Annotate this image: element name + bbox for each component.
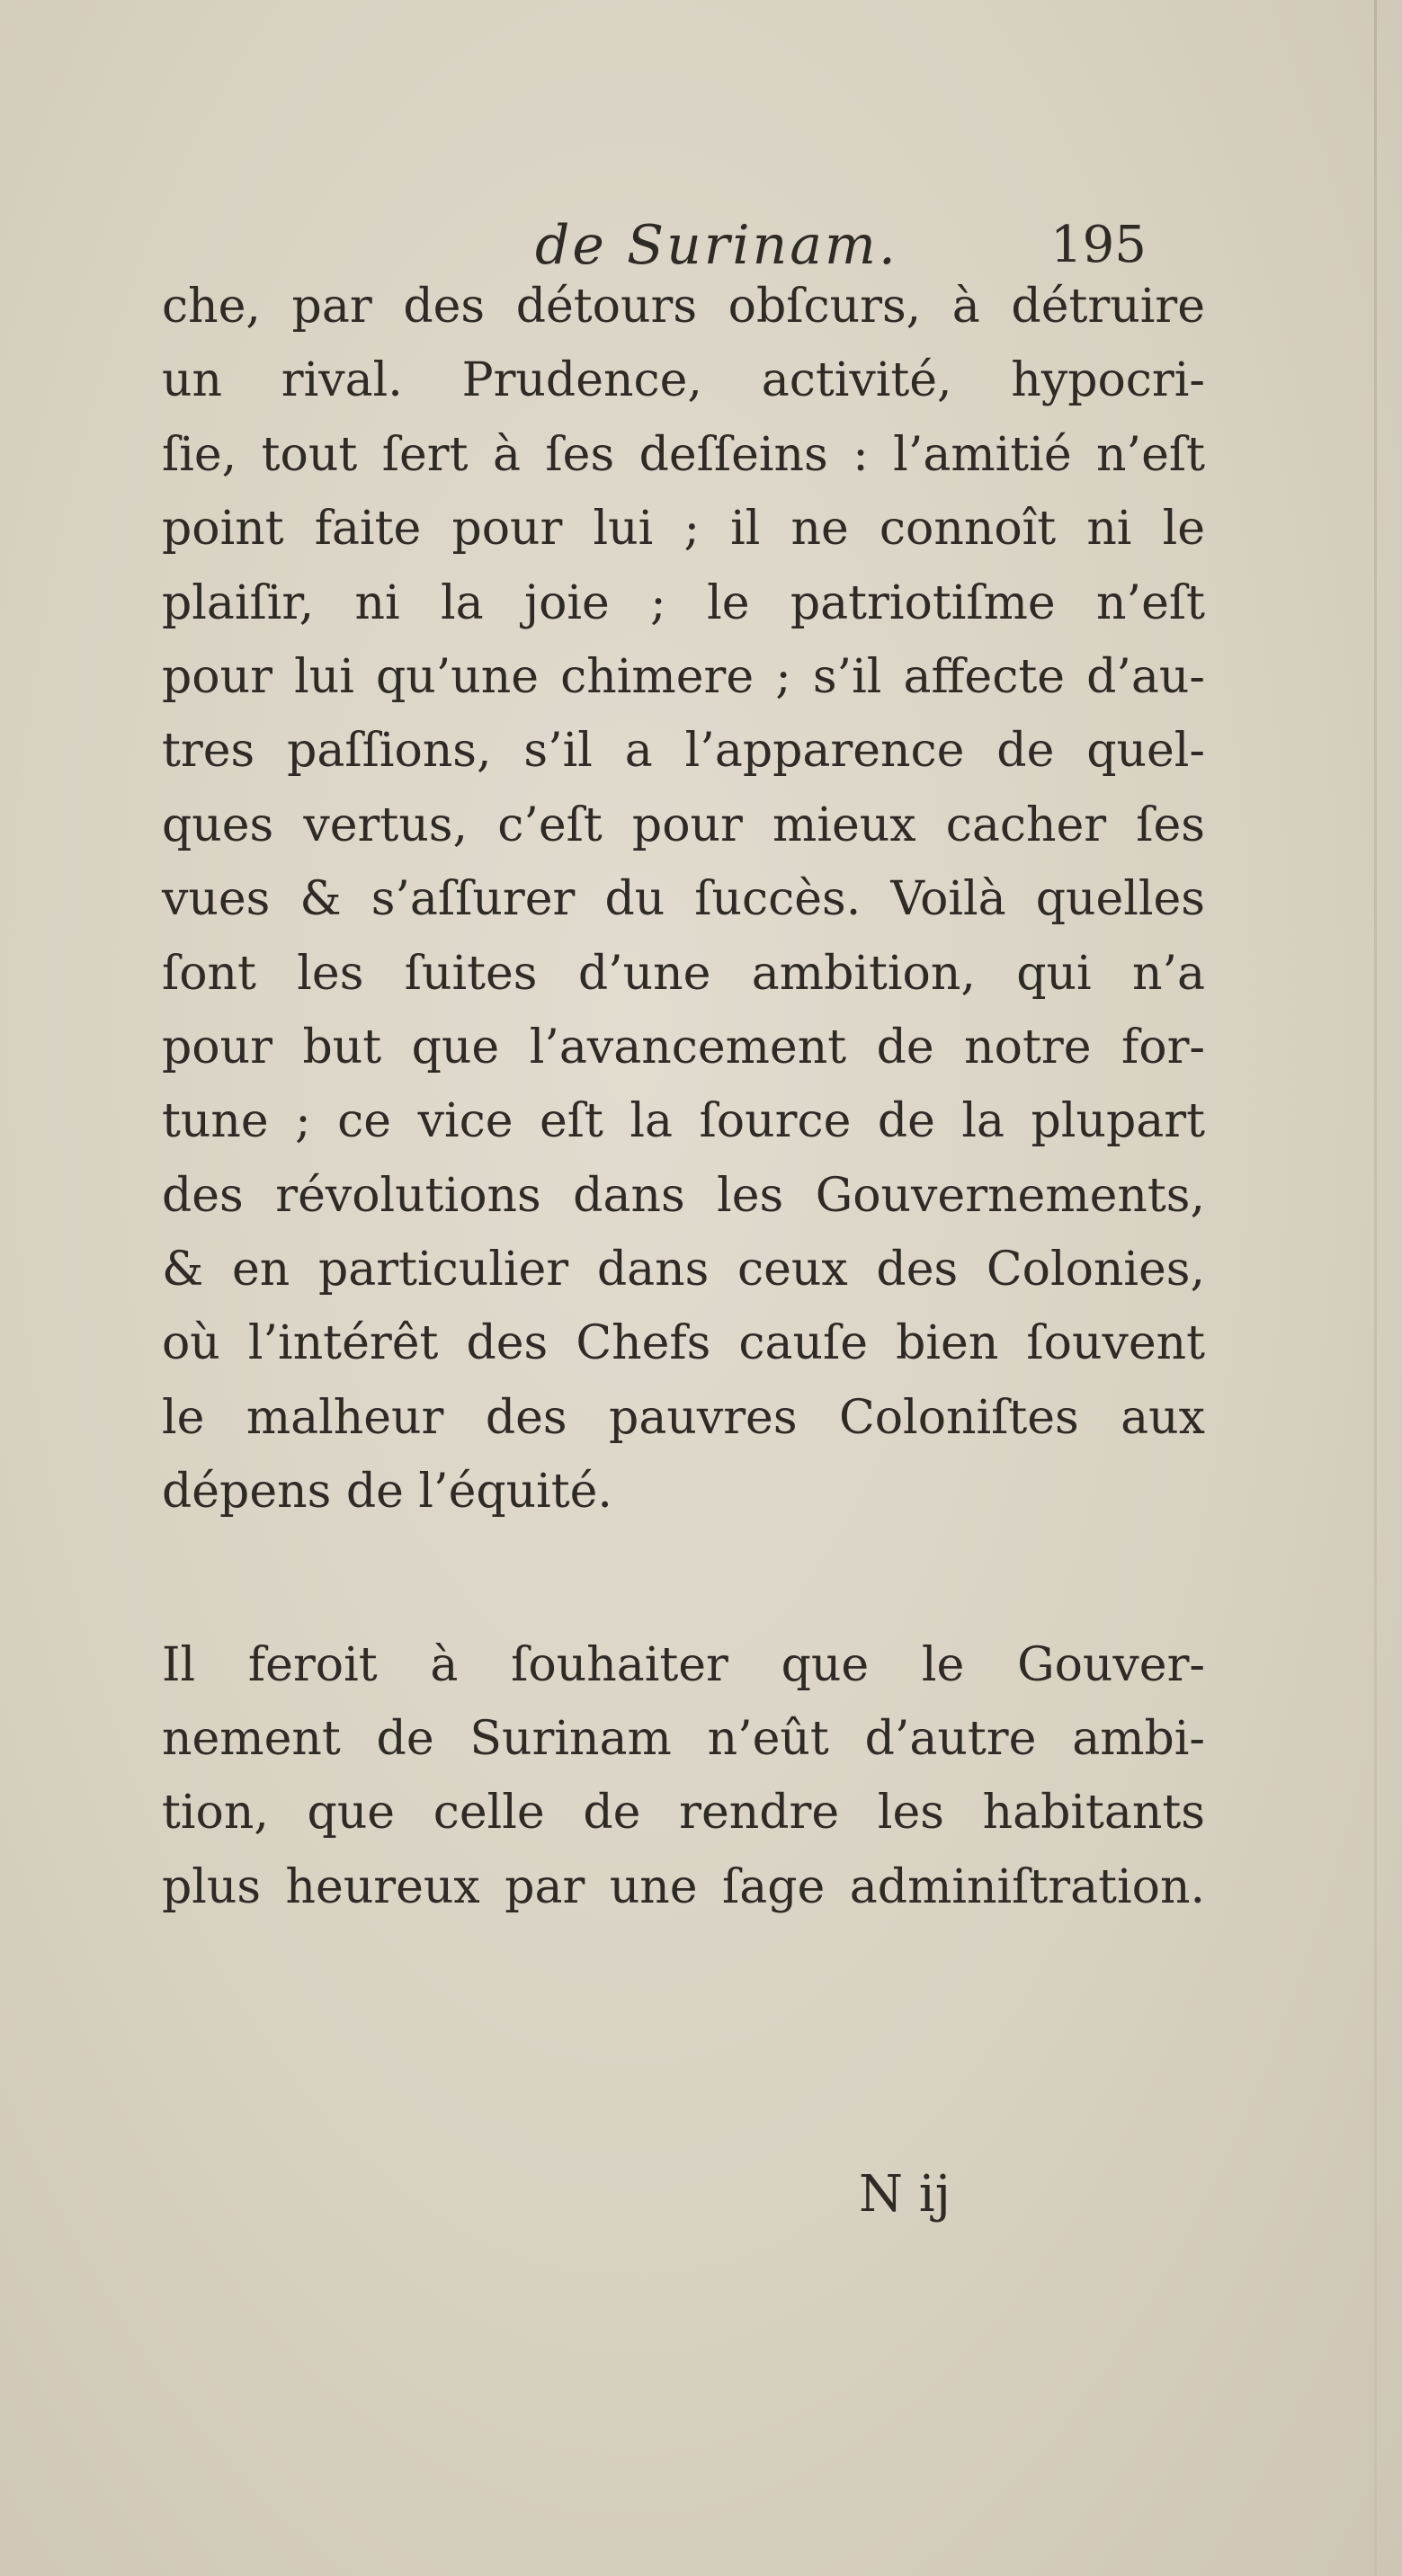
page-fold-shadow xyxy=(1374,0,1377,2576)
text-line: ſie, tout ſert à ſes deſſeins : l’amitié n’eſt xyxy=(162,427,1205,482)
text-line: où l’intérêt des Chefs cauſe bien ſouvent xyxy=(162,1316,1205,1371)
text-line: tres paſſions, s’il a l’apparence de quel- xyxy=(162,724,1205,779)
text-line: le malheur des pauvres Coloniſtes aux xyxy=(162,1390,1205,1445)
text-line: pour lui qu’une chimere ; s’il affecte d’au- xyxy=(162,649,1205,704)
running-title: de Surinam. xyxy=(535,214,898,277)
text-line: dépens de l’équité. xyxy=(162,1465,612,1520)
text-line: ques vertus, c’eſt pour mieux cacher ſes xyxy=(162,798,1205,852)
text-line: un rival. Prudence, activité, hypocri- xyxy=(162,353,1205,408)
page-number: 195 xyxy=(1050,216,1147,274)
text-line: tion, que celle de rendre les habitants xyxy=(162,1786,1205,1841)
text-line: Il feroit à ſouhaiter que le Gouver- xyxy=(162,1637,1205,1692)
text-line: tune ; ce vice eſt la ſource de la plupart xyxy=(162,1094,1205,1149)
body-text xyxy=(162,270,1205,1924)
text-line: des révolutions dans les Gouvernements, xyxy=(162,1168,1205,1223)
text-line: nement de Surinam n’eût d’autre ambi- xyxy=(162,1712,1205,1767)
text-line: vues & s’aſſurer du ſuccès. Voilà quelles xyxy=(162,872,1205,927)
text-line: pour but que l’avancement de notre for- xyxy=(162,1020,1205,1074)
text-line: & en particulier dans ceux des Colonies, xyxy=(162,1243,1205,1297)
paragraph-1 xyxy=(162,270,1205,1529)
signature-mark: N ij xyxy=(859,2165,951,2224)
text-line: plaiſir, ni la joie ; le patriotiſme n’eſt xyxy=(162,575,1205,630)
text-line: point faite pour lui ; il ne connoît ni le xyxy=(162,502,1205,557)
paragraph-gap xyxy=(162,1529,1205,1628)
text-line: che, par des détours obſcurs, à détruire xyxy=(162,280,1205,334)
text-line: ſont les ſuites d’une ambition, qui n’a xyxy=(162,946,1205,1001)
text-line: plus heureux par une ſage adminiſtration. xyxy=(162,1859,1205,1914)
paragraph-2 xyxy=(162,1628,1205,1925)
